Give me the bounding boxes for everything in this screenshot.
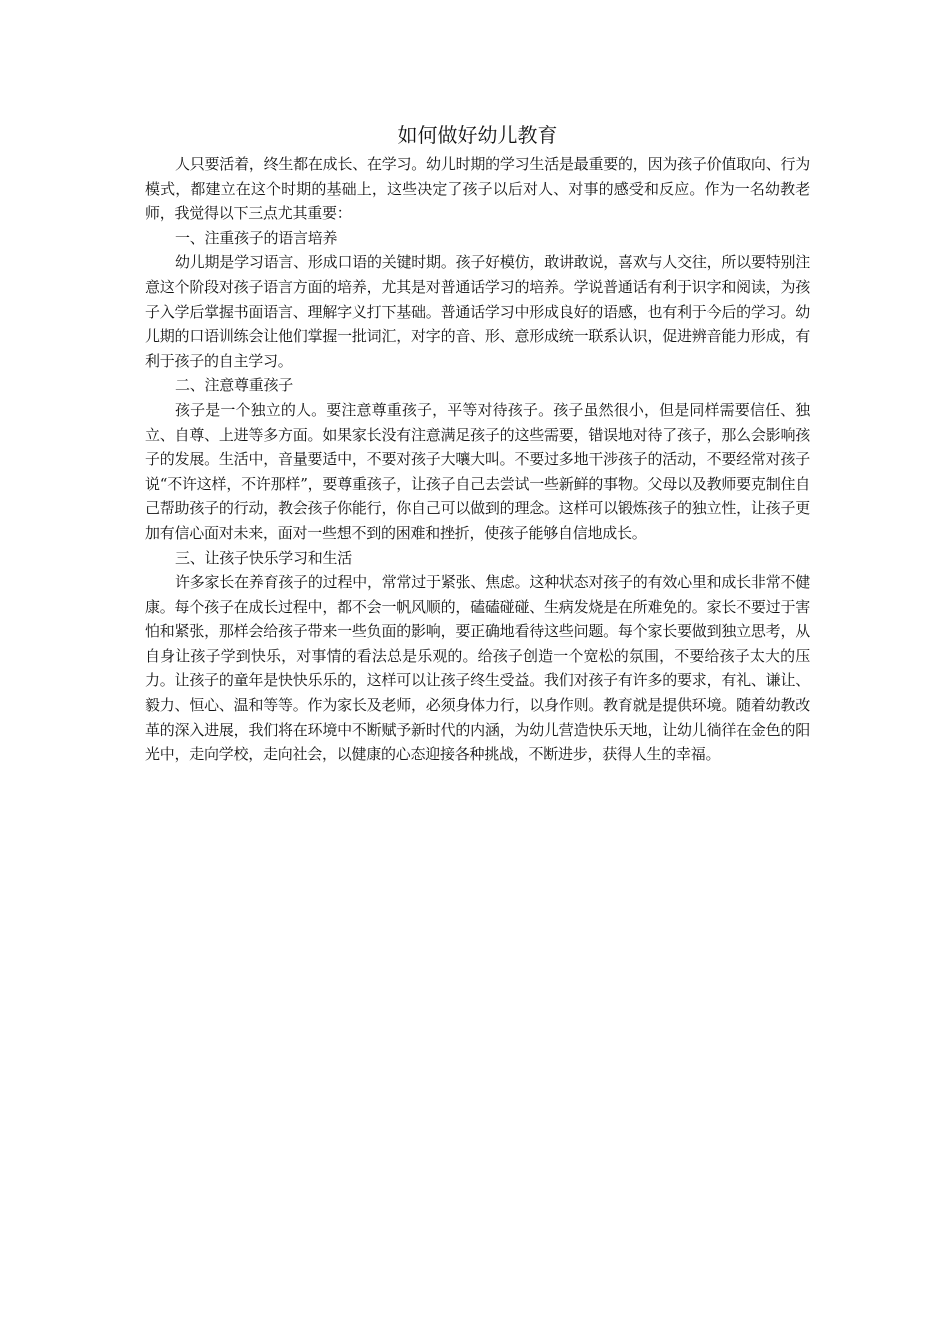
section-body-language: 幼儿期是学习语言、形成口语的关键时期。孩子好模仿，敢讲敢说，喜欢与人交往，所以要特别注意这个阶段对孩子语言方面的培养，尤其是对普通话学习的培养。学说普通话有利于识字和阅读，为孩子入学后掌握书面语言、理解字义打下基础。普通话学习中形成良好的语感，也有利于今后的学习。幼儿期的口语训练会让他们掌握一批词汇，对字的音、形、意形成统一联系认识，促进辨音能力形成，有利于孩子的自主学习。 [145,253,810,370]
section-heading-happy-learning: 三、让孩子快乐学习和生活 [175,548,353,567]
intro-paragraph: 人只要活着，终生都在成长、在学习。幼儿时期的学习生活是最重要的，因为孩子价值取向、行为模式，都建立在这个时期的基础上，这些决定了孩子以后对人、对事的感受和反应。作为一名幼教老师，我觉得以下三点尤其重要： [145,155,810,223]
section-heading-language: 一、注重孩子的语言培养 [175,228,338,247]
section-body-respect: 孩子是一个独立的人。要注意尊重孩子，平等对待孩子。孩子虽然很小，但是同样需要信任、独立、自尊、上进等多方面。如果家长没有注意满足孩子的这些需要，错误地对待了孩子，那么会影响孩子的发展。生活中，音量要适中，不要对孩子大嚷大叫。不要过多地干涉孩子的活动，不要经常对孩子说“不许这样，不许那样”，要尊重孩子，让孩子自己去尝试一些新鲜的事物。父母以及教师要克制住自己帮助孩子的行动，教会孩子你能行，你自己可以做到的理念。这样可以锻炼孩子的独立性，让孩子更加有信心面对未来，面对一些想不到的困难和挫折，使孩子能够自信地成长。 [145,400,810,542]
section-heading-respect: 二、注意尊重孩子 [175,376,294,395]
section-body-happy-learning: 许多家长在养育孩子的过程中，常常过于紧张、焦虑。这种状态对孩子的有效心里和成长非常不健康。每个孩子在成长过程中，都不会一帆风顺的，磕磕碰碰、生病发烧是在所难免的。家长不要过于害怕和紧张，那样会给孩子带来一些负面的影响，要正确地看待这些问题。每个家长要做到独立思考，从自身让孩子学到快乐，对事情的看法总是乐观的。给孩子创造一个宽松的氛围，不要给孩子太大的压力。让孩子的童年是快快乐乐的，这样可以让孩子终生受益。我们对孩子有许多的要求，有礼、谦让、毅力、恒心、温和等等。作为家长及老师，必须身体力行，以身作则。教育就是提供环境。随着幼教改革的深入进展，我们将在环境中不断赋予新时代的内涵，为幼儿营造快乐天地，让幼儿徜徉在金色的阳光中，走向学校，走向社会，以健康的心态迎接各种挑战，不断进步，获得人生的幸福。 [145,573,810,764]
document-title: 如何做好幼儿教育 [397,123,558,147]
document-page [145,120,810,767]
